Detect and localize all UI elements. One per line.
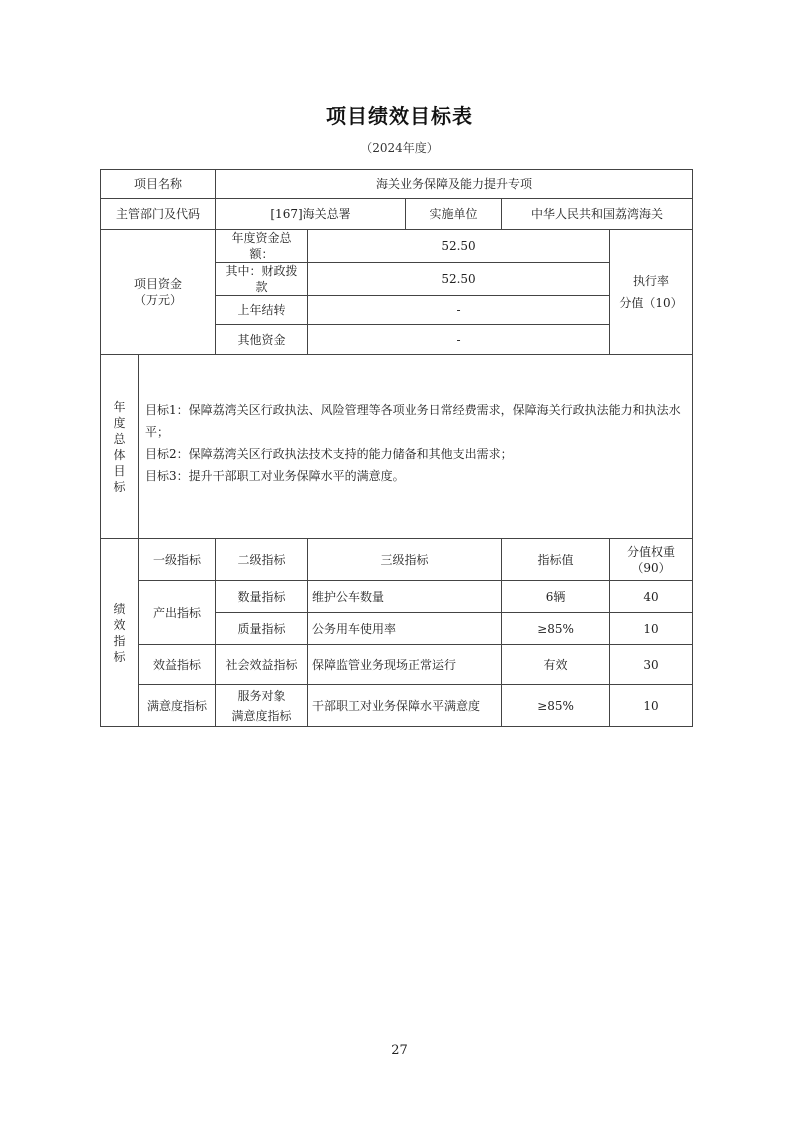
goal-item: 目标2：保障荔湾关区行政执法技术支持的能力储备和其他支出需求；	[145, 447, 513, 461]
fund-other-label: 其他资金	[216, 325, 308, 355]
indicators-label-char: 指	[113, 633, 126, 648]
indicator-level3: 公务用车使用率	[308, 613, 502, 645]
indicator-value: 6辆	[502, 581, 610, 613]
goals-label-char: 体	[113, 447, 126, 462]
execution-rate-line1: 执行率	[633, 274, 670, 288]
indicators-label-char: 绩	[113, 601, 126, 616]
page-number: 27	[391, 1043, 408, 1058]
implementing-unit-value: 中华人民共和国荔湾海关	[502, 199, 693, 230]
indicators-label-char: 标	[113, 649, 126, 664]
indicator-weight: 10	[610, 685, 693, 727]
indicator-weight: 30	[610, 645, 693, 685]
implementing-unit-label: 实施单位	[406, 199, 502, 230]
indicator-row-satisfaction	[101, 685, 693, 727]
indicator-level2: 质量指标	[216, 613, 308, 645]
indicator-value: ≥85%	[502, 685, 610, 727]
indicator-value: ≥85%	[502, 613, 610, 645]
project-name-value: 海关业务保障及能力提升专项	[216, 170, 693, 199]
page-title: 项目绩效目标表	[326, 104, 473, 128]
project-name-label: 项目名称	[101, 170, 216, 199]
goals-label-char: 总	[113, 431, 126, 446]
department-label: 主管部门及代码	[101, 199, 216, 230]
indicator-level1: 效益指标	[139, 645, 216, 685]
header-level1: 一级指标	[139, 539, 216, 581]
indicator-level3: 维护公车数量	[308, 581, 502, 613]
indicator-level2-line2: 满意度指标	[231, 708, 292, 723]
fund-fiscal-value: 52.50	[308, 263, 610, 296]
project-funds-label	[101, 230, 216, 355]
indicator-level2	[216, 685, 308, 727]
indicator-level2-line1: 服务对象	[237, 688, 286, 703]
output-indicator-label: 产出指标	[139, 581, 216, 645]
annual-goals-label	[101, 355, 139, 539]
indicator-row-benefit	[101, 645, 693, 685]
indicator-row-quantity	[101, 581, 693, 613]
goals-label-char: 年	[113, 399, 126, 414]
fund-carryover-label: 上年结转	[216, 296, 308, 325]
indicator-level3: 保障监管业务现场正常运行	[308, 645, 502, 685]
goal-item: 目标1：保障荔湾关区行政执法、风险管理等各项业务日常经费需求，保障海关行政执法能力和执法水平；	[145, 403, 681, 439]
fund-fiscal-label: 其中：财政拨款	[216, 263, 308, 296]
goals-label-char: 标	[113, 479, 126, 494]
indicator-header-row	[101, 539, 693, 581]
indicators-label-char: 效	[113, 617, 126, 632]
indicator-weight: 10	[610, 613, 693, 645]
header-weight-line1: 分值权重	[627, 544, 676, 559]
year-subtitle: （2024年度）	[360, 141, 439, 155]
fund-row-total	[101, 230, 693, 263]
performance-target-table	[100, 169, 693, 727]
fund-other-value: -	[308, 325, 610, 355]
project-name-row	[101, 170, 693, 199]
header-level2: 二级指标	[216, 539, 308, 581]
indicator-level3: 干部职工对业务保障水平满意度	[308, 685, 502, 727]
header-weight-line2: （90）	[631, 560, 671, 575]
fund-total-value: 52.50	[308, 230, 610, 263]
fund-total-label: 年度资金总额：	[216, 230, 308, 263]
indicator-weight: 40	[610, 581, 693, 613]
department-value: [167]海关总署	[216, 199, 406, 230]
indicator-value: 有效	[502, 645, 610, 685]
department-row	[101, 199, 693, 230]
annual-goals-content	[139, 355, 693, 539]
annual-goals-row	[101, 355, 693, 539]
goals-label-char: 度	[113, 415, 126, 430]
indicator-level2: 社会效益指标	[216, 645, 308, 685]
indicator-level2: 数量指标	[216, 581, 308, 613]
execution-rate-line2: 分值（10）	[619, 296, 683, 310]
header-value: 指标值	[502, 539, 610, 581]
header-level3: 三级指标	[308, 539, 502, 581]
indicator-level1: 满意度指标	[139, 685, 216, 727]
execution-rate-cell	[610, 230, 693, 355]
project-funds-label-line2: （万元）	[134, 293, 183, 307]
project-funds-label-line1: 项目资金	[134, 277, 183, 291]
goals-label-char: 目	[113, 463, 126, 478]
fund-carryover-value: -	[308, 296, 610, 325]
header-weight	[610, 539, 693, 581]
goal-item: 目标3：提升干部职工对业务保障水平的满意度。	[145, 469, 405, 483]
performance-indicators-label	[101, 539, 139, 727]
